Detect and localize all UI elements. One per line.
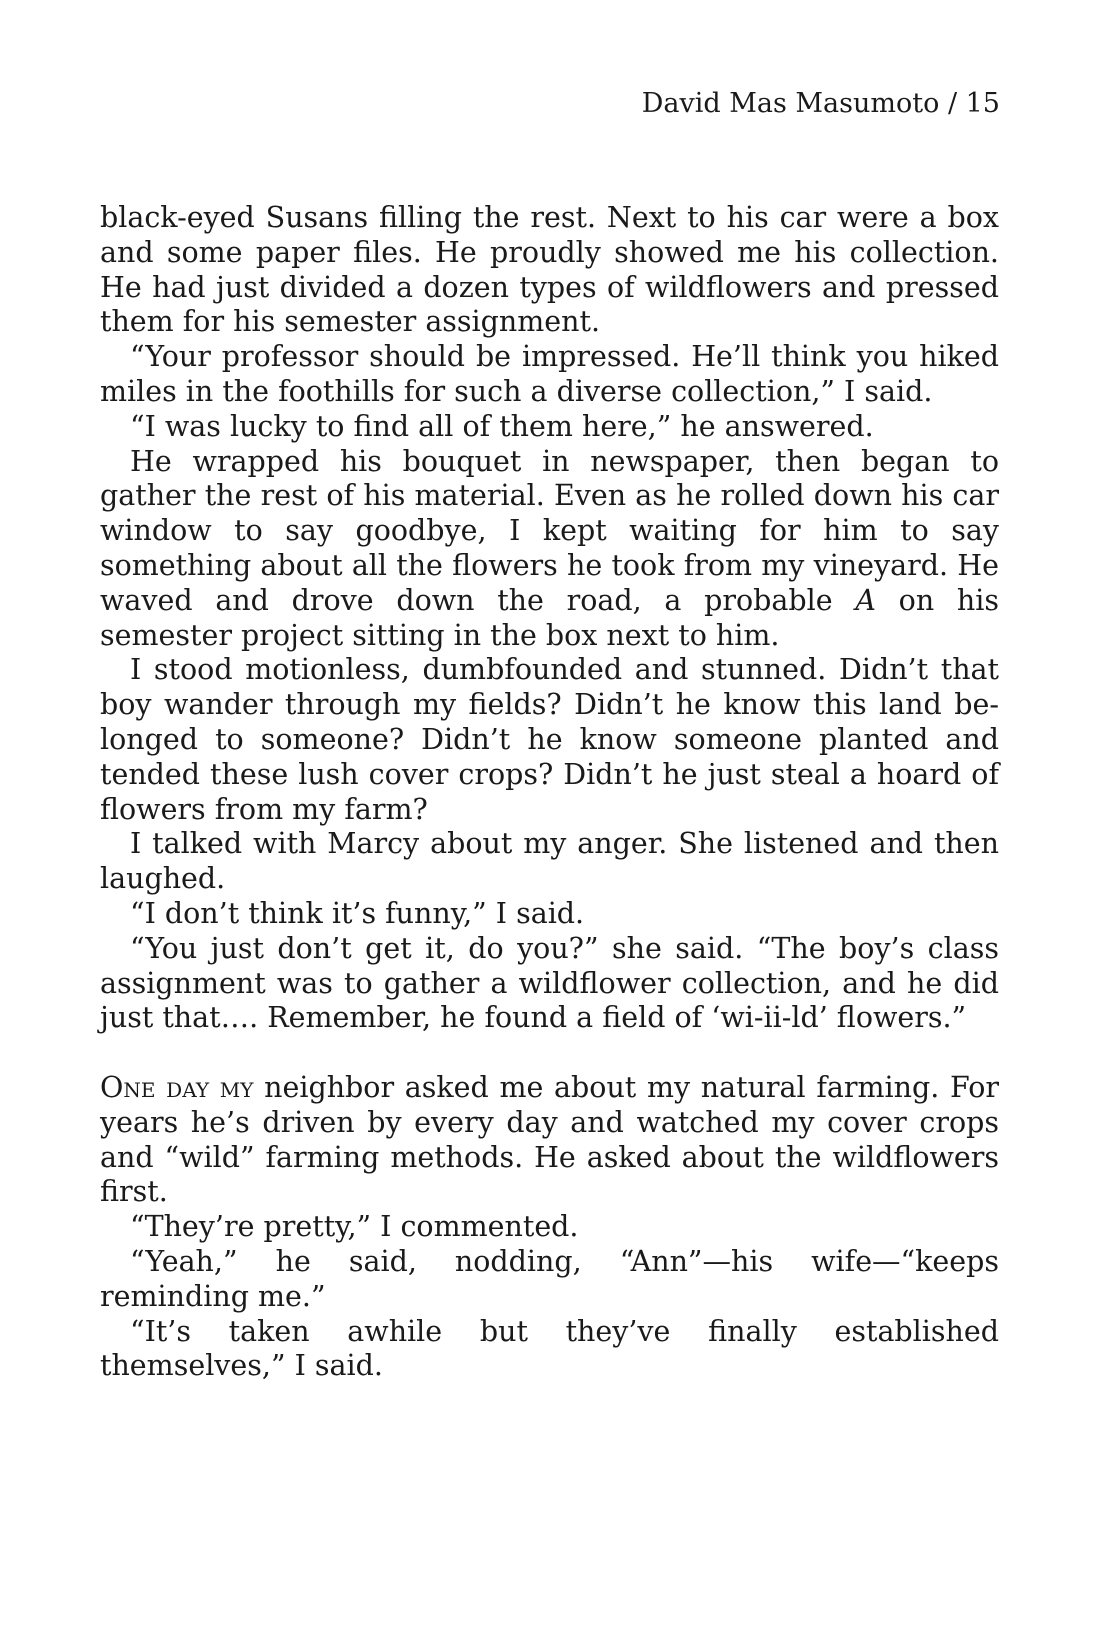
section-lead-paragraph <box>100 1071 999 1210</box>
section-break <box>100 1036 999 1071</box>
paragraph-with-italic <box>100 445 999 654</box>
italic-letter: A <box>855 583 876 617</box>
paragraph: “They’re pretty,” I commented. <box>130 1210 579 1244</box>
paragraph-text: neighbor asked me about my natural farming. For years he’s driven by every day and watched my cover crops and “wild” farming methods. He asked about the wildflowers first. <box>100 1070 1000 1209</box>
paragraph: “I don’t think it’s funny,” I said. <box>130 896 585 930</box>
paragraph-text: on his semester project sitting in the box next to him. <box>100 583 999 652</box>
paragraph: “Your professor should be impressed. He’ll think you hiked miles in the foothills for such a diverse collection,” I said. <box>100 340 999 408</box>
paragraph: “It’s taken awhile but they’ve finally established themselves,” I said. <box>100 1314 999 1383</box>
paragraph: “I was lucky to find all of them here,” he answered. <box>130 409 874 443</box>
paragraph: “You just don’t get it, do you?” she said. “The boy’s class assignment was to gather a wildflower collection, and he did just that…. Remember, he found a field of ‘wi-ii-ld’ flowers.” <box>100 931 999 1035</box>
running-head: David Mas Masumoto / 15 <box>641 88 1000 119</box>
paragraph: I stood motionless, dumbfounded and stunned. Didn’t that boy wander through my fields? Didn’t he know this land belonged to someone? Didn’t he know someone planted and tended these lush cover crops? Didn’t he just steal a hoard of flowers from my farm? <box>100 653 999 826</box>
paragraph: “Yeah,” he said, nodding, “Ann”—his wife—“keeps reminding me.” <box>100 1244 999 1313</box>
body-text <box>100 201 999 1384</box>
smallcaps-lead: One day my <box>100 1070 254 1104</box>
paragraph-text: He wrapped his bouquet in newspaper, then began to gather the rest of his material. Even as he rolled down his car window to say goodbye, I kept waiting for him to say something about all the flowers he took from my vineyard. He waved and drove down the road, a probable <box>100 444 999 617</box>
paragraph-continuation: black-eyed Susans filling the rest. Next to his car were a box and some paper files. He proudly showed me his collection. He had just divided a dozen types of wildflowers and pressed them for his semester assignment. <box>100 201 999 339</box>
paragraph: I talked with Marcy about my anger. She listened and then laughed. <box>100 827 999 896</box>
